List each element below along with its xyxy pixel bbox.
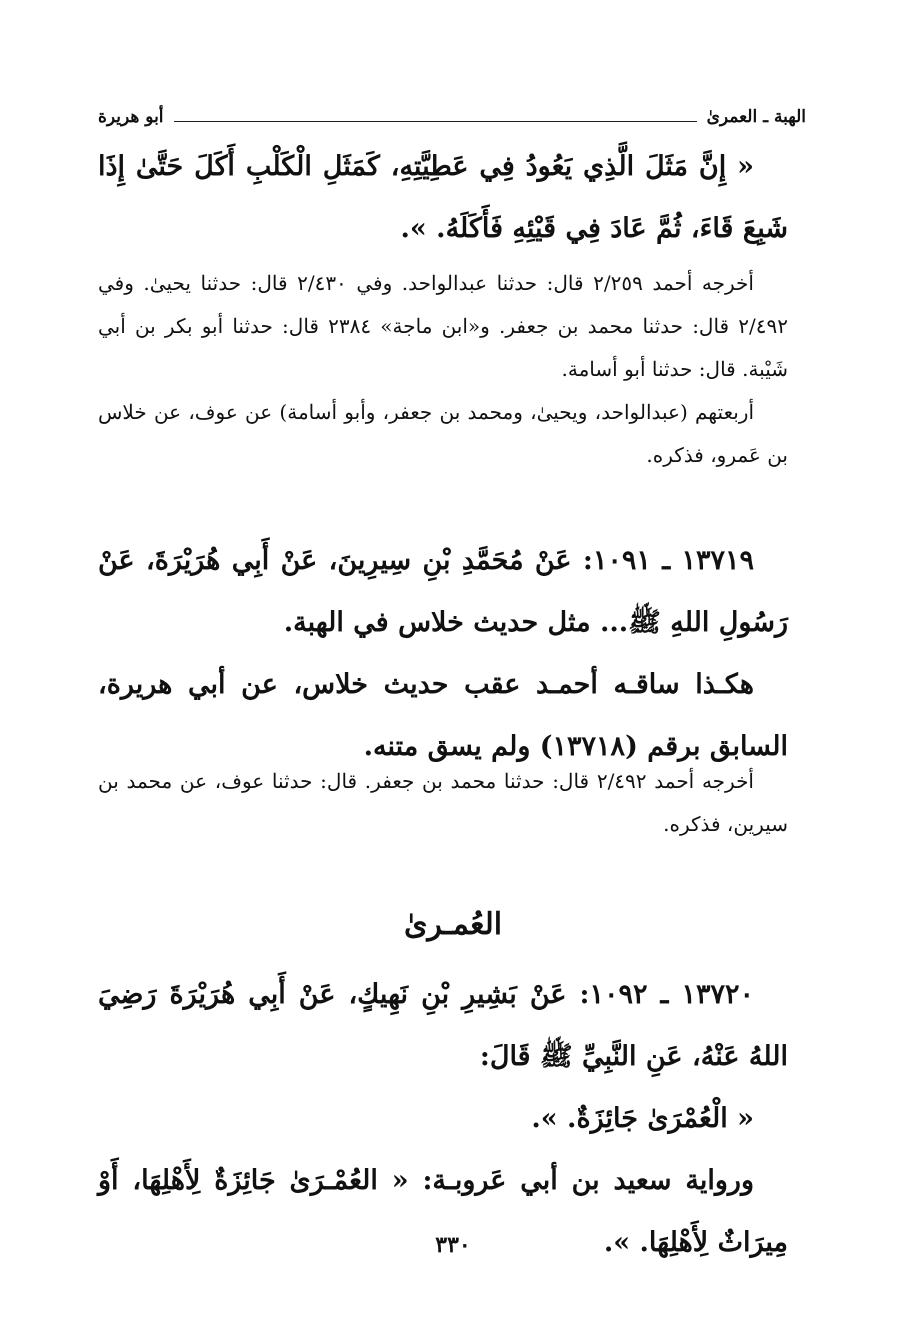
hadith-2-text: ١٣٧١٩ ـ ١٠٩١: عَنْ مُحَمَّدِ بْنِ سِيرِينَ، عَنْ أَبِي هُرَيْرَةَ، عَنْ رَسُولِ اللهِ ﷺ... مثل حديث خلاس في الهبة. (98, 545, 788, 638)
hadith-3-variant: ورواية سعيد بن أبي عَروبـة: « العُمْـرَىٰ جَائِزَةٌ لِأَهْلِهَا، أَوْ مِيرَاثٌ لِأَهْلِهَا. ». (98, 1165, 788, 1258)
hadith-1-text: « إِنَّ مَثَلَ الَّذِي يَعُودُ فِي عَطِيَّتِهِ، كَمَثَلِ الْكَلْبِ أَكَلَ حَتَّىٰ إِذَا شَبِعَ قَاءَ، ثُمَّ عَادَ فِي قَيْئِهِ فَأَكَلَهُ. ». (98, 151, 788, 244)
hadith-3-isnad: ١٣٧٢٠ ـ ١٠٩٢: عَنْ بَشِيرِ بْنِ نَهِيكٍ، عَنْ أَبِي هُرَيْرَةَ رَضِيَ اللهُ عَنْهُ، عَنِ النَّبِيِّ ﷺ قَالَ: (98, 979, 788, 1072)
hadith-3-matn: « الْعُمْرَىٰ جَائِزَةٌ. ». (531, 1103, 754, 1134)
hadith-2-note: هكـذا ساقـه أحمـد عقب حديث خلاس، عن أبي هريرة، السابق برقم (١٣٧١٨) ولم يسق متنه. (98, 669, 788, 762)
takhrij-1-block (98, 262, 788, 477)
takhrij-1-para-1: أخرجه أحمد ٢/٢٥٩ قال: حدثنا عبدالواحد. وفي ٢/٤٣٠ قال: حدثنا يحيىٰ. وفي ٢/٤٩٢ قال: حدثنا محمد بن جعفر. و«ابن ماجة» ٢٣٨٤ قال: حدثنا أبو بكر بن أبي شَيْبة. قال: حدثنا أبو أسامة. (98, 271, 788, 381)
chapter-title: العُمـرىٰ (403, 907, 503, 942)
header-companion: أبو هريرة (98, 107, 164, 127)
takhrij-1-para-2: أربعتهم (عبدالواحد، ويحيىٰ، ومحمد بن جعفر، وأبو أسامة) عن عوف، عن خلاس بن عَمرو، فذكره. (98, 400, 788, 467)
takhrij-2-para: أخرجه أحمد ٢/٤٩٢ قال: حدثنا محمد بن جعفر. قال: حدثنا عوف، عن محمد بن سيرين، فذكره. (98, 769, 788, 836)
header-rule (174, 121, 697, 122)
hadith-2-block (98, 530, 788, 778)
header-chapter: الهبة ـ العمرىٰ (706, 107, 806, 127)
takhrij-2-block (98, 760, 788, 846)
chapter-heading-block (98, 900, 808, 950)
running-header (98, 102, 806, 132)
page-number: ٣٣٠ (435, 1232, 471, 1258)
hadith-1-block (98, 136, 788, 260)
hadith-3-block (98, 964, 788, 1274)
